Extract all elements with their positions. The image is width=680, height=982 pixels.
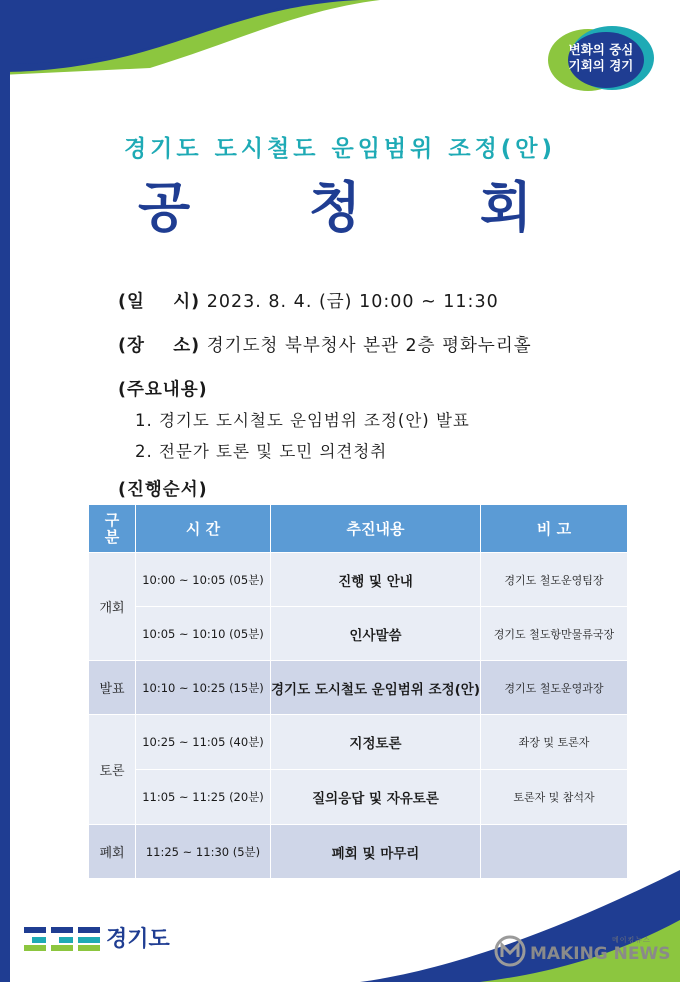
note-cell [481, 825, 628, 879]
place-row [118, 332, 532, 357]
note-cell: 토론자 및 참석자 [481, 770, 628, 825]
table-row [89, 607, 628, 661]
note-cell: 경기도 철도운영팀장 [481, 553, 628, 607]
table-row [89, 770, 628, 825]
category-cell: 발표 [89, 661, 136, 715]
footer-org-name: 경기도 [106, 927, 170, 952]
category-cell: 개회 [89, 553, 136, 661]
time-cell: 11:25 ~ 11:30 (5분) [136, 825, 271, 879]
place-value: 경기도청 북부청사 본관 2층 평화누리홀 [206, 336, 532, 356]
time-cell: 10:05 ~ 10:10 (05분) [136, 607, 271, 661]
table-row [89, 553, 628, 607]
content-cell: 진행 및 안내 [271, 553, 481, 607]
page-title: 공 청 회 [137, 176, 583, 239]
note-cell: 경기도 철도항만물류국장 [481, 607, 628, 661]
making-news-logo-icon [493, 934, 527, 968]
time-cell: 10:25 ~ 11:05 (40분) [136, 715, 271, 770]
top-left-wave-decoration [0, 0, 380, 75]
content-cell: 폐회 및 마무리 [271, 825, 481, 879]
time-cell: 10:00 ~ 10:05 (05분) [136, 553, 271, 607]
agenda-item: 1. 경기도 도시철도 운임범위 조정(안) 발표 [135, 411, 470, 430]
table-row [89, 825, 628, 879]
time-cell: 10:10 ~ 10:25 (15분) [136, 661, 271, 715]
header-note: 비 고 [481, 505, 628, 553]
table-row [89, 715, 628, 770]
page-subtitle: 경기도 도시철도 운임범위 조정(안) [123, 136, 557, 162]
header-category: 구분 [89, 505, 136, 553]
header-content: 추진내용 [271, 505, 481, 553]
content-cell: 경기도 도시철도 운임범위 조정(안) [271, 661, 481, 715]
slogan-line2: 기회의 경기 [568, 58, 634, 73]
schedule-table [88, 504, 628, 879]
schedule-header-row [89, 505, 628, 553]
watermark-small-text: 메이킹뉴스 [612, 936, 651, 944]
category-cell: 폐회 [89, 825, 136, 879]
note-cell: 경기도 철도운영과장 [481, 661, 628, 715]
agenda-item: 2. 전문가 토론 및 도민 의견청취 [135, 442, 388, 461]
agenda-label: (주요내용) [118, 380, 208, 400]
table-row [89, 661, 628, 715]
watermark-text: MAKING NEWS [530, 944, 671, 964]
category-cell: 토론 [89, 715, 136, 825]
note-cell: 좌장 및 토론자 [481, 715, 628, 770]
schedule-label: (진행순서) [118, 480, 208, 500]
content-cell: 인사말씀 [271, 607, 481, 661]
slogan-badge [546, 20, 656, 92]
time-cell: 11:05 ~ 11:25 (20분) [136, 770, 271, 825]
date-value: 2023. 8. 4. (금) 10:00 ~ 11:30 [206, 292, 499, 312]
place-label: (장 소) [118, 336, 201, 356]
header-time: 시 간 [136, 505, 271, 553]
content-cell: 질의응답 및 자유토론 [271, 770, 481, 825]
slogan-line1: 변화의 중심 [568, 42, 634, 57]
date-row [118, 288, 499, 313]
content-cell: 지정토론 [271, 715, 481, 770]
date-label: (일 시) [118, 292, 201, 312]
gyeonggi-logo-icon [24, 925, 102, 951]
